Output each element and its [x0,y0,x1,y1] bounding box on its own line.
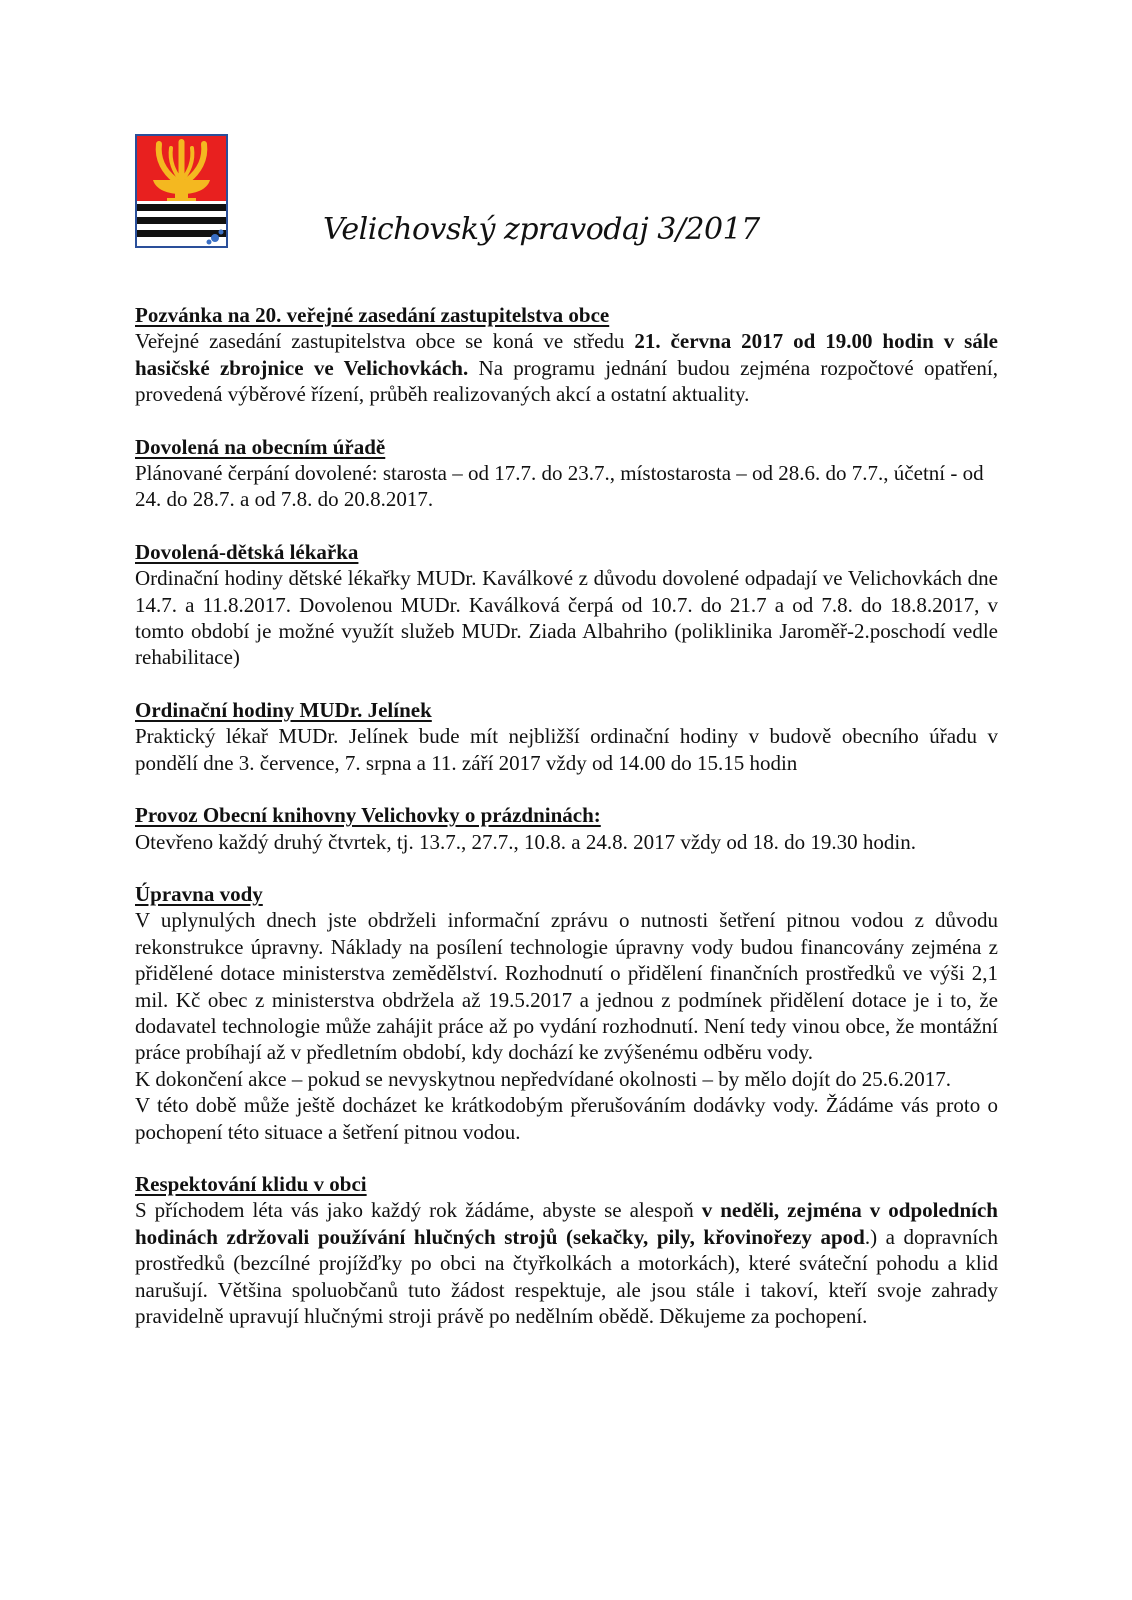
section-pediatrician-vacation [135,539,998,671]
text-run: S příchodem léta vás jako každý rok žádáme, abyste se alespoň [135,1198,702,1223]
section-text: V uplynulých dnech jste obdrželi informační zprávu o nutnosti šetření pitnou vodou z důvodu rekonstrukce úpravny. Náklady na posílení technologie úpravny vody budou financovány zejména z přidělené dotace ministerstva zemědělství. Rozhodnutí o přidělení finančních prostředků ve výši 2,1 mil. Kč obec z ministerstva obdržela až 19.5.2017 a jednou z podmínek přidělení dotace je i to, že dodavatel technologie může zahájit práce až po vydání rozhodnutí. Není tedy vinou obce, že montážní práce probíhají až v předletním období, kdy dochází ke zvýšenému odběru vody. [135,908,998,1065]
village-crest-logo [135,134,228,248]
bold-text-run: 21. června 2017 od 19.00 hodin v sále hasičské zbrojnice ve Velichovkách. [135,329,998,380]
text-run: Veřejné zasedání zastupitelstva obce se koná ve středu [135,329,635,354]
section-doctor-hours [135,697,998,776]
section-heading: Pozvánka na 20. veřejné zasedání zastupitelstva obce [135,303,610,327]
section-office-vacation [135,434,998,513]
text-run: .) a dopravních prostředků (bezcílné projížďky po obci na čtyřkolkách a motorkách), které sváteční pohodu a klid narušují. Většina spoluobčanů tuto žádost respektuje, ale jsou stále i takoví, kteří svoje zahrady pravidelně upravují hlučnými stroji právě po nedělním obědě. Děkujeme za pochopení. [135,1224,998,1328]
newsletter-title: Velichovský zpravodaj 3/2017 [323,212,760,247]
section-quiet-respect [135,1171,998,1329]
section-text: K dokončení akce – pokud se nevyskytnou nepředvídané okolnosti – by mělo dojít do 25.6.2017. [135,1066,951,1091]
section-meeting-invitation [135,302,998,408]
newsletter-content [135,302,998,1355]
section-heading: Dovolená-dětská lékařka [135,539,359,564]
section-water-treatment [135,881,998,1145]
section-text: Otevřeno každý druhý čtvrtek, tj. 13.7., 27.7., 10.8. a 24.8. 2017 vždy od 18. do 19.30 hodin. [135,829,916,854]
section-heading: Úpravna vody [135,881,263,906]
section-text [135,1197,998,1329]
section-heading: Ordinační hodiny MUDr. Jelínek [135,697,432,722]
section-heading: Provoz Obecní knihovny Velichovky o prázdninách: [135,803,601,828]
text-run: Na programu jednání budou zejména rozpočtové opatření, provedená výběrové řízení, průběh realizovaných akcí a ostatní aktuality. [135,355,998,407]
section-text: Praktický lékař MUDr. Jelínek bude mít nejbližší ordinační hodiny v budově obecního úřadu v pondělí dne 3. července, 7. srpna a 11. září 2017 vždy od 14.00 do 15.15 hodin [135,724,998,775]
section-text: V této době může ještě docházet ke krátkodobým přerušováním dodávky vody. Žádáme vás proto o pochopení této situace a šetření pitnou vodou. [135,1093,998,1144]
section-heading: Dovolená na obecním úřadě [135,434,386,459]
section-text: Plánované čerpání dovolené: starosta – od 17.7. do 23.7., místostarosta – od 28.6. do 7.7., účetní - od 24. do 28.7. a od 7.8. do 20.8.2017. [135,461,984,512]
section-text: Ordinační hodiny dětské lékařky MUDr. Kaválkové z důvodu dovolené odpadají ve Velichovkách dne 14.7. a 11.8.2017. Dovolenou MUDr. Kaválková čerpá od 10.7. do 21.7 a od 7.8. do 18.8.2017, v tomto období je možné využít služeb MUDr. Ziada Albahriho (poliklinika Jaroměř-2.poschodí vedle rehabilitace) [135,566,998,670]
section-text [135,328,998,407]
section-library-hours [135,802,998,855]
bold-text-run: v neděli, zejména v odpoledních hodinách zdržovali používání hlučných strojů (sekačky, pily, křovinořezy apod [135,1198,998,1249]
section-heading: Respektování klidu v obci [135,1171,367,1196]
